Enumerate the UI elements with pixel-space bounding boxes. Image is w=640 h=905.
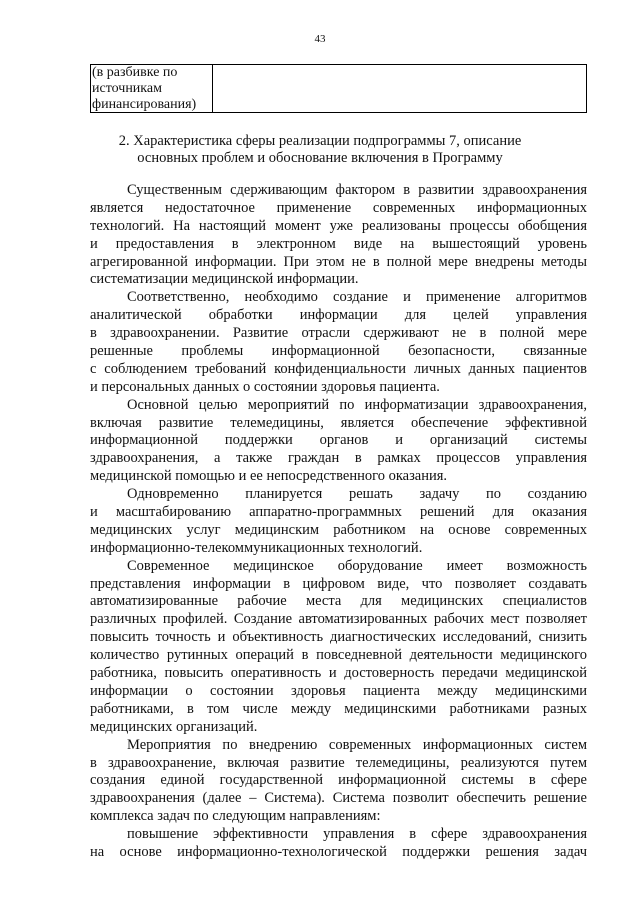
- table-cell-line: источникам: [92, 81, 162, 96]
- paragraph-line: Соответственно, необходимо создание и применение алгоритмов: [127, 289, 587, 306]
- table-cell-line: финансирования): [92, 97, 197, 112]
- paragraph-line: и предоставления в электронном виде на вышестоящий уровень: [90, 235, 587, 252]
- paragraph-line: решенные проблемы информационной безопасности, связанные: [90, 343, 587, 360]
- paragraph-line: систематизации медицинской информации.: [90, 271, 359, 288]
- table-cell-line: (в разбивке по: [92, 65, 178, 80]
- paragraph-line: является недостаточное применение современных информационных: [90, 199, 587, 216]
- paragraph-line: и масштабированию аппаратно-программных решений для оказания: [90, 504, 587, 521]
- paragraph-line: на основе информационно-технологической поддержки решения задач: [90, 843, 587, 860]
- paragraph-line: технологий. На настоящий момент уже реализованы процессы обобщения: [90, 217, 587, 234]
- heading-line: 2. Характеристика сферы реализации подпрограммы 7, описание: [118, 133, 522, 149]
- paragraph-line: медицинских услуг медицинским работником на основе современных: [90, 521, 587, 538]
- paragraph-line: аналитической обработки информации для целей управления: [90, 307, 587, 324]
- paragraph-line: медицинских организаций.: [90, 718, 258, 735]
- paragraph-line: представления информации в цифровом виде, что позволяет создавать: [90, 575, 587, 592]
- paragraph-line: Одновременно планируется решать задачу по созданию: [127, 486, 587, 503]
- table-cell-label: [91, 65, 213, 112]
- body-text: [90, 182, 587, 862]
- paragraph-line: включая развитие телемедицины, является обеспечение эффективной: [90, 414, 587, 431]
- paragraph-line: в здравоохранении. Развитие отрасли сдерживают не в полной мере: [90, 325, 587, 342]
- table-cell-value: [213, 65, 586, 112]
- paragraph-line: различных профилей. Создание автоматизированных рабочих мест позволяет: [90, 611, 587, 628]
- paragraph-line: информационно-телекоммуникационных технологий.: [90, 539, 423, 556]
- paragraph-line: агрегированной информации. При этом не в полной мере внедрены методы: [90, 253, 587, 270]
- paragraph-line: Основной целью мероприятий по информатизации здравоохранения,: [127, 396, 587, 413]
- paragraph-line: здравоохранения, а также граждан в рамках процессов управления: [90, 450, 587, 467]
- paragraph-line: работниками, в том числе между медицинскими работниками разных: [90, 700, 587, 717]
- paragraph-line: медицинской помощью и ее непосредственного оказания.: [90, 468, 448, 485]
- paragraph-line: повысить точность и объективность диагностических исследований, снизить: [90, 629, 587, 646]
- paragraph: [90, 397, 587, 486]
- paragraph: [90, 737, 587, 826]
- paragraph-line: Современное медицинское оборудование имеет возможность: [127, 557, 587, 574]
- heading-line: основных проблем и обоснование включения в Программу: [137, 150, 503, 166]
- paragraph-line: автоматизированные рабочие места для медицинских специалистов: [90, 593, 587, 610]
- paragraph-line: создания единой государственной информационной системы в сфере: [90, 772, 587, 789]
- paragraph-line: и персональных данных о состоянии здоровья пациента.: [90, 378, 440, 395]
- paragraph: [90, 486, 587, 558]
- paragraph: [90, 826, 587, 862]
- paragraph-line: информационной поддержки органов и организаций системы: [90, 432, 587, 449]
- section-heading: [0, 133, 640, 167]
- paragraph: [90, 182, 587, 289]
- paragraph: [90, 558, 587, 737]
- paragraph-line: здравоохранения (далее – Система). Система позволит обеспечить решение: [90, 790, 587, 807]
- paragraph-line: работника, повысить оперативность и достоверность передачи медицинской: [90, 665, 587, 682]
- paragraph-line: информации о состоянии здоровья пациента между медицинскими: [90, 682, 587, 699]
- paragraph: [90, 289, 587, 396]
- paragraph-line: Существенным сдерживающим фактором в развитии здравоохранения: [127, 182, 587, 198]
- paragraph-line: с соблюдением требований конфиденциальности личных данных пациентов: [90, 360, 587, 377]
- paragraph-line: комплекса задач по следующим направлениям:: [90, 808, 381, 825]
- page-number: 43: [314, 33, 326, 45]
- paragraph-line: Мероприятия по внедрению современных информационных систем: [127, 736, 587, 753]
- paragraph-line: в здравоохранение, включая развитие телемедицины, реализуются путем: [90, 754, 587, 771]
- paragraph-line: повышение эффективности управления в сфере здравоохранения: [127, 826, 587, 843]
- funding-table: [90, 64, 587, 113]
- paragraph-line: количество рутинных операций в повседневной деятельности медицинского: [90, 647, 587, 664]
